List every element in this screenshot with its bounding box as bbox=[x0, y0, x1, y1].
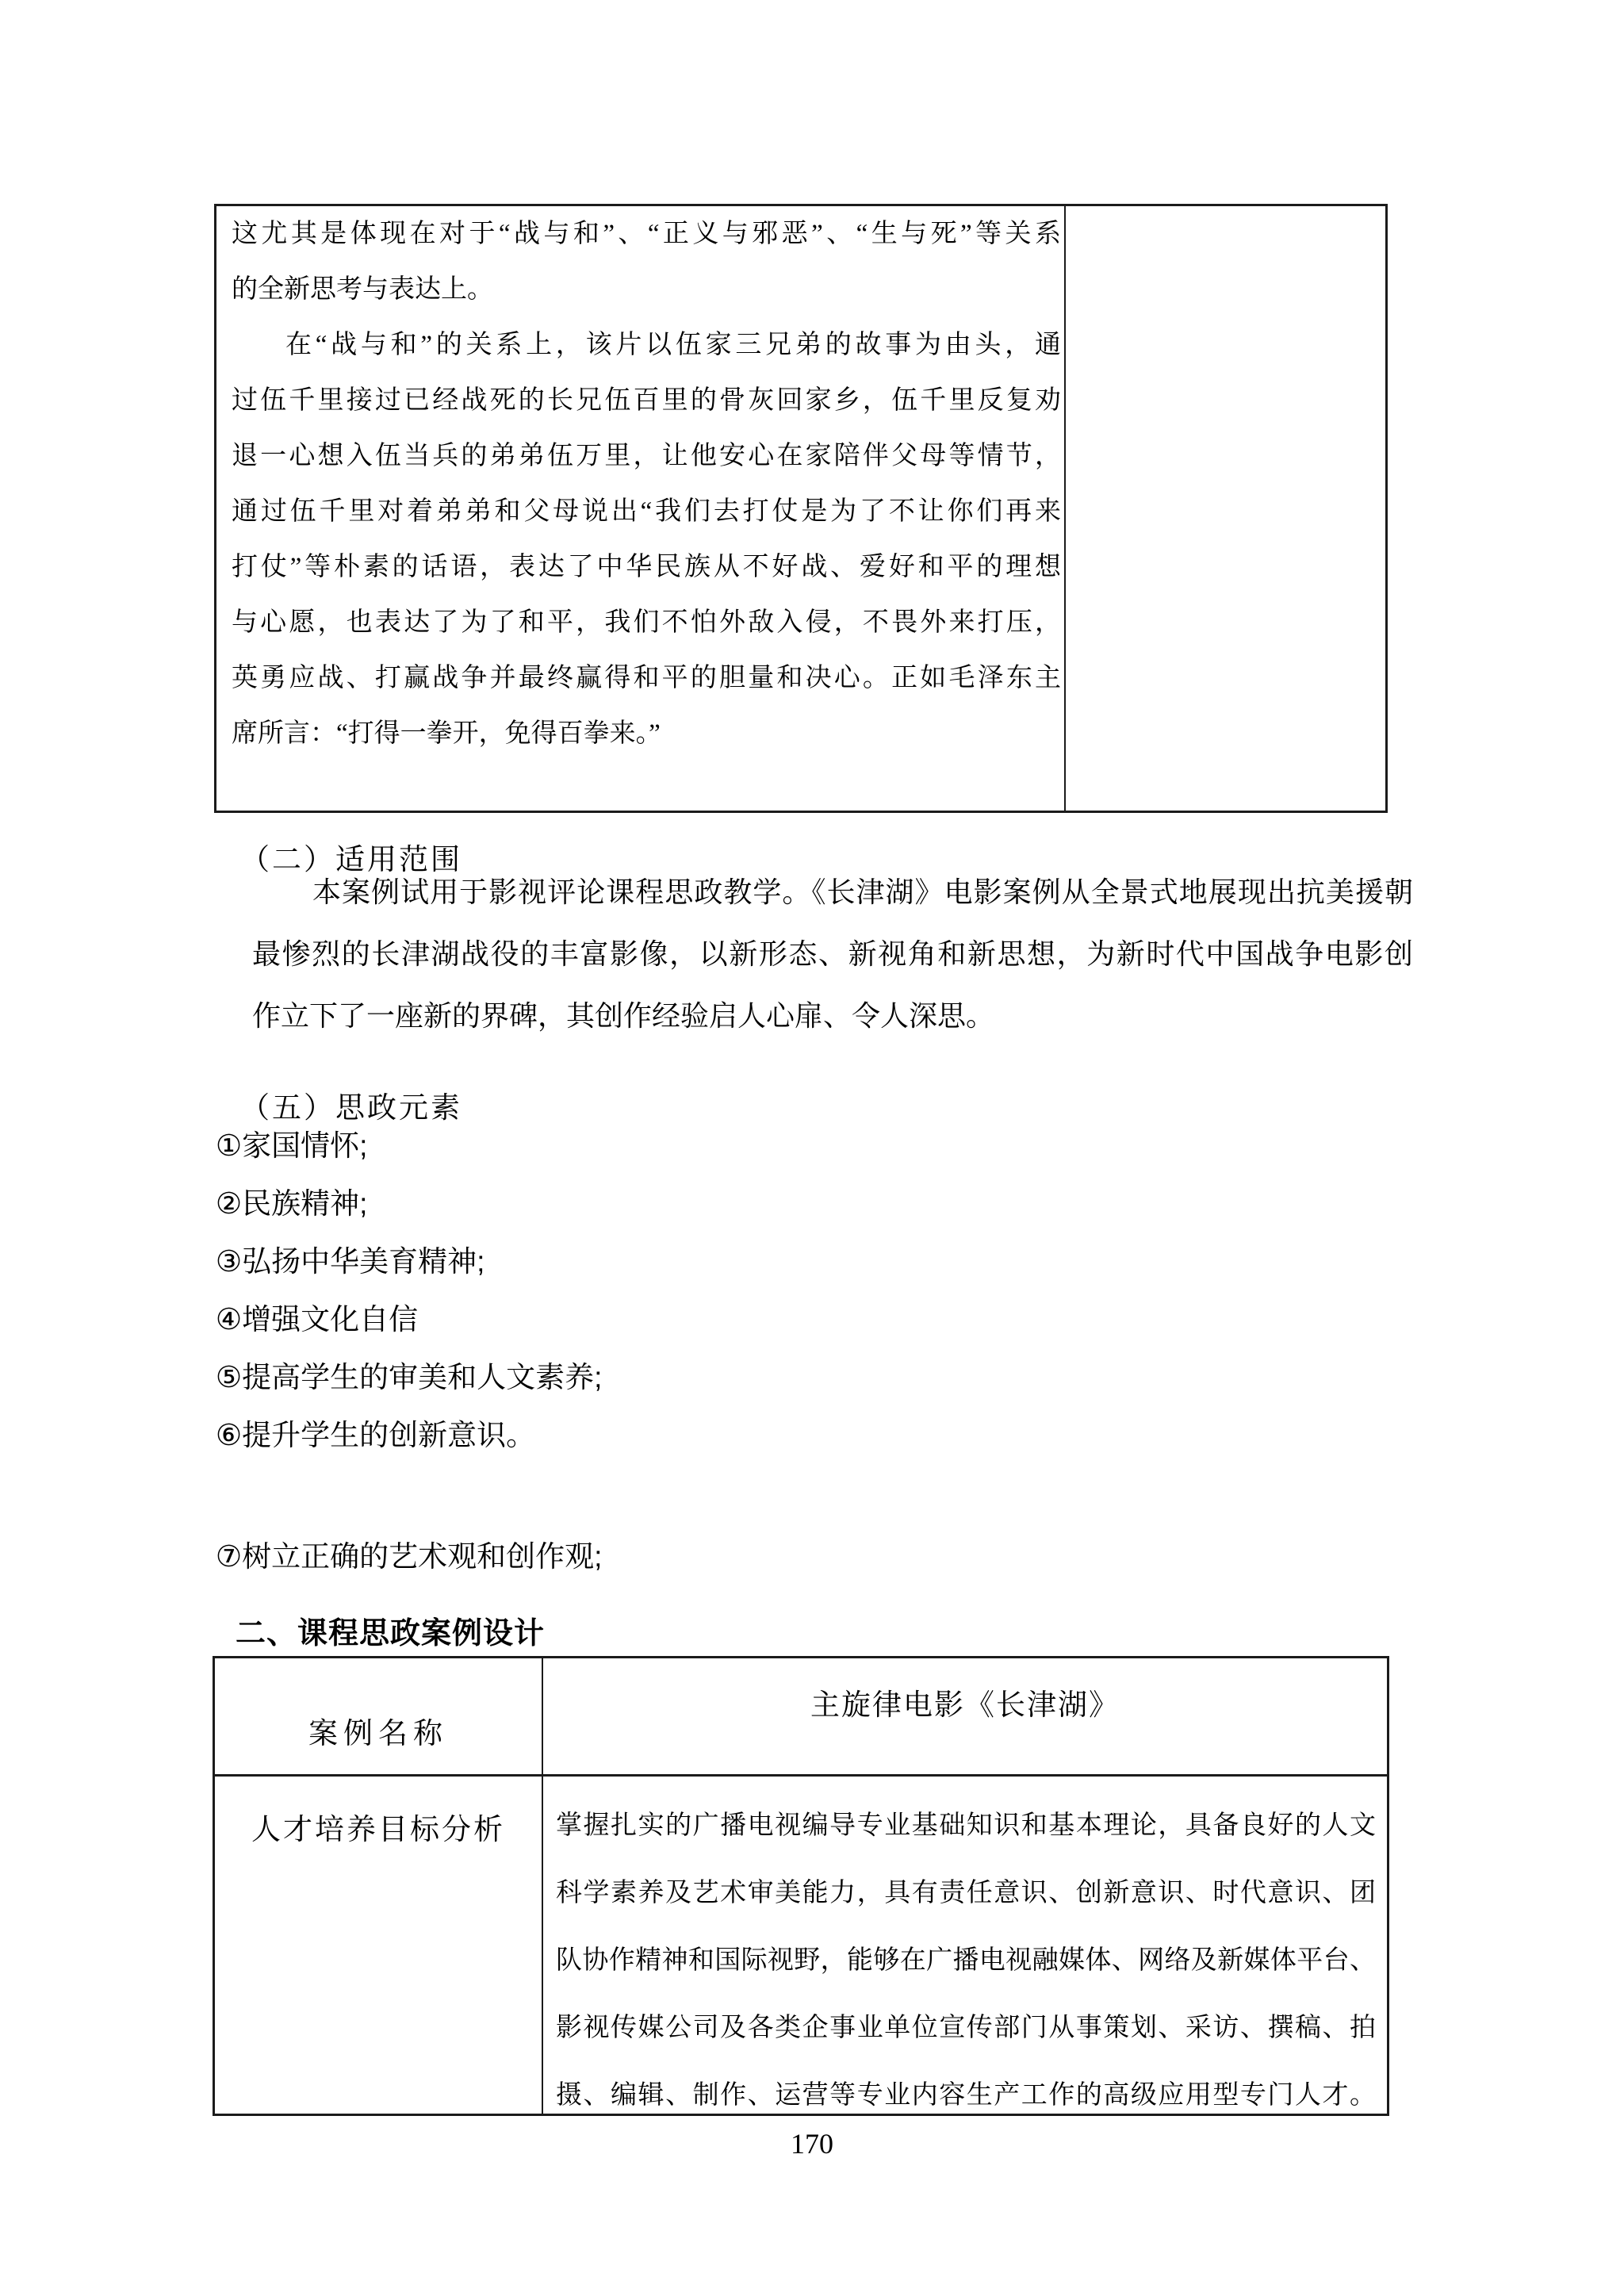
talent-goal-line: 摄、编辑、制作、运营等专业内容生产工作的高级应用型专门人才。 bbox=[556, 2079, 1376, 2109]
scope-paragraph-line: 最惨烈的长津湖战役的丰富影像，以新形态、新视角和新思想，为新时代中国战争电影创 bbox=[252, 937, 1413, 970]
case-analysis-line: 这尤其是体现在对于“战与和”、“正义与邪恶”、“生与死”等关系 bbox=[232, 220, 1061, 248]
talent-goal-line: 影视传媒公司及各类企事业单位宣传部门从事策划、采访、撰稿、拍 bbox=[556, 2012, 1376, 2041]
ideology-element-item: ①家国情怀; bbox=[216, 1129, 368, 1162]
scope-paragraph bbox=[252, 861, 1413, 1047]
empty-side-cell bbox=[1066, 206, 1385, 811]
ideology-elements-list bbox=[216, 1117, 1326, 1464]
case-analysis-cell bbox=[216, 206, 1066, 811]
case-analysis-line: 在“战与和”的关系上，该片以伍家三兄弟的故事为由头，通 bbox=[285, 331, 1061, 359]
case-name-label-cell bbox=[215, 1658, 543, 1777]
talent-goal-label: 人才培养目标分析 bbox=[251, 1814, 505, 1846]
ideology-element-item: ③弘扬中华美育精神; bbox=[216, 1245, 485, 1278]
case-analysis-line: 与心愿，也表达了为了和平，我们不怕外敌入侵，不畏外来打压， bbox=[232, 608, 1061, 637]
case-analysis-line: 通过伍千里对着弟弟和父母说出“我们去打仗是为了不让你们再来 bbox=[232, 497, 1061, 526]
section-scope-heading: （二）适用范围 bbox=[240, 844, 462, 876]
ideology-element-item: ⑤提高学生的审美和人文素养; bbox=[216, 1361, 603, 1393]
ideology-element-item: ②民族精神; bbox=[216, 1187, 368, 1220]
case-name-value-cell bbox=[543, 1658, 1387, 1777]
section-elements-heading: （五）思政元素 bbox=[240, 1092, 462, 1125]
case-analysis-line: 退一心想入伍当兵的弟弟伍万里，让他安心在家陪伴父母等情节， bbox=[232, 442, 1061, 470]
case-analysis-line: 过伍千里接过已经战死的长兄伍百里的骨灰回家乡，伍千里反复劝 bbox=[232, 386, 1061, 415]
continued-case-table bbox=[214, 204, 1388, 813]
scope-paragraph-line: 作立下了一座新的界碑，其创作经验启人心扉、令人深思。 bbox=[252, 999, 995, 1032]
talent-goal-text-cell bbox=[543, 1777, 1387, 2114]
talent-goal-line: 队协作精神和国际视野，能够在广播电视融媒体、网络及新媒体平台、 bbox=[556, 1945, 1376, 1974]
case-name-label: 案例名称 bbox=[308, 1718, 448, 1750]
ideology-element-item: ⑥提升学生的创新意识。 bbox=[216, 1419, 536, 1451]
page-number: 170 bbox=[791, 2128, 833, 2160]
scope-paragraph-line: 本案例试用于影视评论课程思政教学。《长津湖》电影案例从全景式地展现出抗美援朝 bbox=[312, 876, 1413, 908]
ideology-element-item-7: ⑦树立正确的艺术观和创作观; bbox=[216, 1540, 603, 1573]
case-design-table bbox=[213, 1656, 1389, 2116]
talent-goal-line: 掌握扎实的广播电视编导专业基础知识和基本理论，具备良好的人文 bbox=[556, 1810, 1376, 1839]
case-name-value: 主旋律电影《长津湖》 bbox=[810, 1689, 1120, 1722]
ideology-element-item: ④增强文化自信 bbox=[216, 1303, 419, 1336]
talent-goal-label-cell bbox=[215, 1777, 543, 2114]
talent-goal-line: 科学素养及艺术审美能力，具有责任意识、创新意识、时代意识、团 bbox=[556, 1877, 1376, 1907]
case-analysis-line: 的全新思考与表达上。 bbox=[232, 275, 493, 304]
case-design-heading: 二、课程思政案例设计 bbox=[236, 1617, 546, 1650]
case-analysis-line: 席所言：“打得一拳开，免得百拳来。” bbox=[232, 719, 661, 748]
case-analysis-line: 打仗”等朴素的话语，表达了中华民族从不好战、爱好和平的理想 bbox=[232, 553, 1061, 581]
case-analysis-line: 英勇应战、打赢战争并最终赢得和平的胆量和决心。正如毛泽东主 bbox=[232, 664, 1061, 692]
